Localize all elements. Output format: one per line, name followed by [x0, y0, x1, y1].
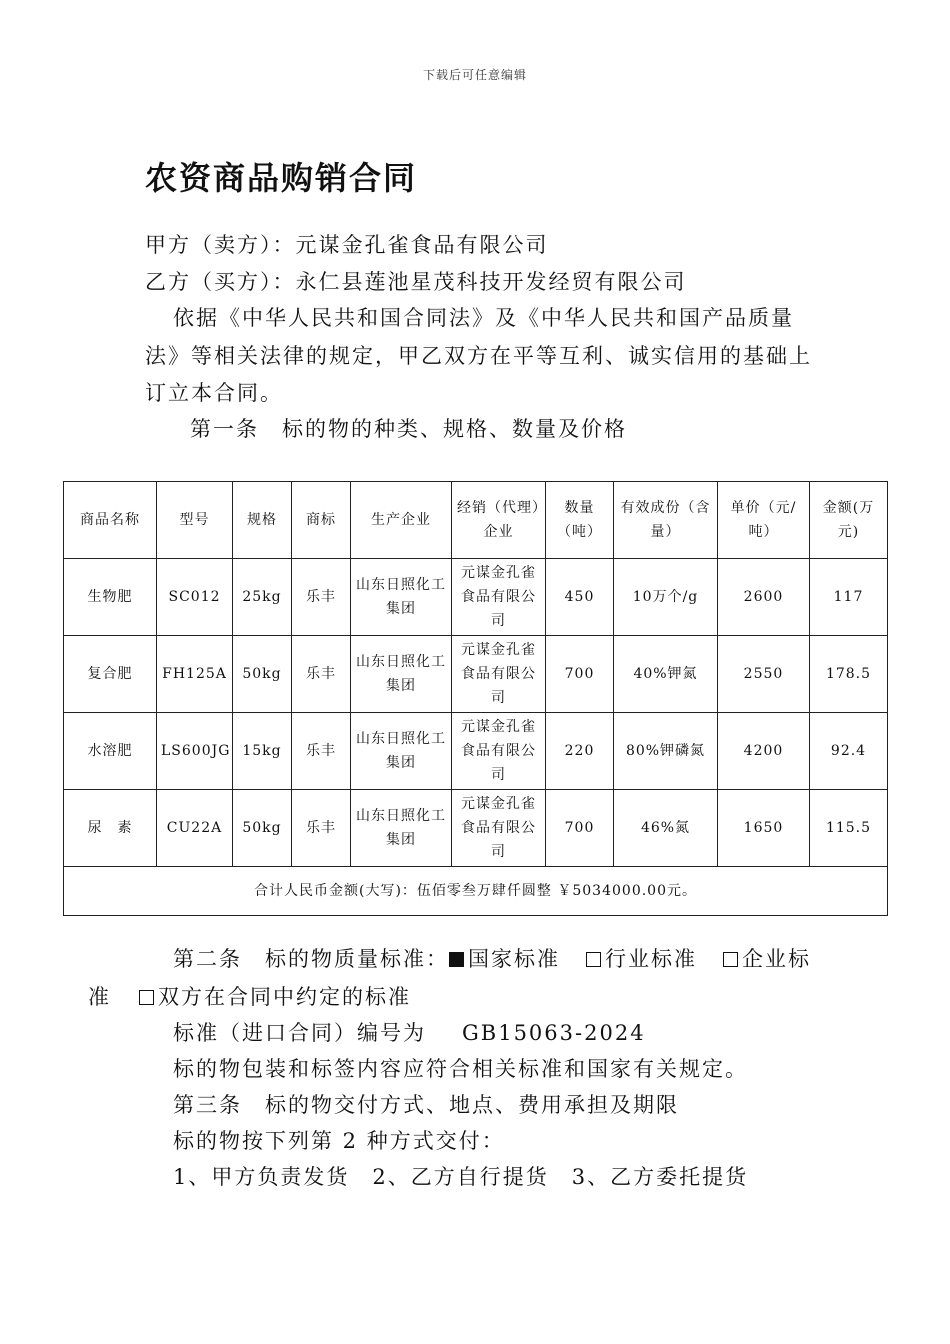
label-national-standard: 国家标准: [468, 947, 560, 971]
cell-brand: 乐丰: [292, 713, 351, 790]
header-note: 下载后可任意编辑: [422, 68, 527, 82]
article3-heading: 第三条 标的物交付方式、地点、费用承担及期限: [173, 1093, 679, 1117]
cell-ingredient: 10万个/g: [614, 559, 718, 636]
cell-spec: 15kg: [233, 713, 292, 790]
table-row: [64, 713, 888, 790]
article2-line: [173, 943, 811, 973]
cell-name: 水溶肥: [64, 713, 157, 790]
checkbox-national-standard[interactable]: [449, 952, 464, 967]
cell-producer: 山东日照化工集团: [351, 713, 452, 790]
cell-amount: 178.5: [810, 636, 888, 713]
checkbox-enterprise-standard[interactable]: [723, 952, 738, 967]
header-cell: 规格: [233, 482, 292, 559]
header-cell: 生产企业: [351, 482, 452, 559]
cell-brand: 乐丰: [292, 790, 351, 867]
header-cell: 有效成份（含量）: [614, 482, 718, 559]
cell-amount: 92.4: [810, 713, 888, 790]
standard-label: 标准（进口合同）编号为: [173, 1021, 426, 1045]
cell-brand: 乐丰: [292, 559, 351, 636]
cell-dealer: 元谋金孔雀食品有限公司: [452, 636, 546, 713]
party-a: 甲方（卖方）：元谋金孔雀食品有限公司: [145, 233, 549, 257]
header-cell: 经销（代理）企业: [452, 482, 546, 559]
standard-number-line: [173, 1017, 646, 1047]
delivery-options-line: 1、甲方负责发货 2、乙方自行提货 3、乙方委托提货: [173, 1165, 749, 1189]
label-agreed-standard: 双方在合同中约定的标准: [158, 985, 411, 1009]
goods-table: [63, 481, 888, 916]
checkbox-agreed-standard[interactable]: [139, 990, 154, 1005]
cell-quantity: 220: [546, 713, 614, 790]
table-row: [64, 790, 888, 867]
cell-ingredient: 46%氮: [614, 790, 718, 867]
cell-model: LS600JG: [157, 713, 233, 790]
total-amount: 合计人民币金额(大写)：伍佰零叁万肆仟圆整 ￥5034000.00元。: [64, 867, 888, 916]
label-wrap: 准: [88, 985, 111, 1009]
party-b: 乙方（买方）：永仁县莲池星茂科技开发经贸有限公司: [145, 270, 687, 294]
cell-dealer: 元谋金孔雀食品有限公司: [452, 790, 546, 867]
cell-unit-price: 4200: [718, 713, 810, 790]
cell-dealer: 元谋金孔雀食品有限公司: [452, 713, 546, 790]
table-row: [64, 559, 888, 636]
article2-lead: 第二条 标的物质量标准：: [173, 947, 449, 971]
cell-producer: 山东日照化工集团: [351, 559, 452, 636]
header-cell: 单价（元/吨）: [718, 482, 810, 559]
checkbox-industry-standard[interactable]: [586, 952, 601, 967]
header-cell: 金额(万元): [810, 482, 888, 559]
header-cell: 商标: [292, 482, 351, 559]
intro-line-1: 依据《中华人民共和国合同法》及《中华人民共和国产品质量: [173, 306, 794, 330]
cell-name: 尿 素: [64, 790, 157, 867]
cell-model: FH125A: [157, 636, 233, 713]
standard-number: GB15063-2024: [462, 1021, 646, 1045]
cell-amount: 117: [810, 559, 888, 636]
cell-brand: 乐丰: [292, 636, 351, 713]
document-title: 农资商品购销合同: [145, 159, 418, 197]
intro-line-3: 订立本合同。: [145, 381, 283, 405]
cell-model: CU22A: [157, 790, 233, 867]
delivery-method-line: 标的物按下列第 2 种方式交付：: [173, 1129, 505, 1153]
cell-spec: 25kg: [233, 559, 292, 636]
cell-name: 复合肥: [64, 636, 157, 713]
packaging-line: 标的物包装和标签内容应符合相关标准和国家有关规定。: [173, 1057, 748, 1081]
cell-spec: 50kg: [233, 790, 292, 867]
cell-name: 生物肥: [64, 559, 157, 636]
table-header-row: [64, 482, 888, 559]
cell-quantity: 450: [546, 559, 614, 636]
header-cell: 数量（吨）: [546, 482, 614, 559]
label-enterprise-standard: 企业标: [742, 947, 811, 971]
label-industry-standard: 行业标准: [605, 947, 697, 971]
cell-quantity: 700: [546, 636, 614, 713]
article2-line-2: [88, 981, 411, 1011]
cell-spec: 50kg: [233, 636, 292, 713]
cell-unit-price: 1650: [718, 790, 810, 867]
cell-producer: 山东日照化工集团: [351, 636, 452, 713]
intro-line-2: 法》等相关法律的规定，甲乙双方在平等互利、诚实信用的基础上: [145, 344, 812, 368]
cell-ingredient: 40%钾氮: [614, 636, 718, 713]
cell-amount: 115.5: [810, 790, 888, 867]
cell-producer: 山东日照化工集团: [351, 790, 452, 867]
table-row: [64, 636, 888, 713]
table-total-row: [64, 867, 888, 916]
cell-dealer: 元谋金孔雀食品有限公司: [452, 559, 546, 636]
cell-unit-price: 2550: [718, 636, 810, 713]
cell-quantity: 700: [546, 790, 614, 867]
article1-heading: 第一条 标的物的种类、规格、数量及价格: [190, 417, 627, 441]
cell-unit-price: 2600: [718, 559, 810, 636]
cell-model: SC012: [157, 559, 233, 636]
header-cell: 商品名称: [64, 482, 157, 559]
header-cell: 型号: [157, 482, 233, 559]
cell-ingredient: 80%钾磷氮: [614, 713, 718, 790]
